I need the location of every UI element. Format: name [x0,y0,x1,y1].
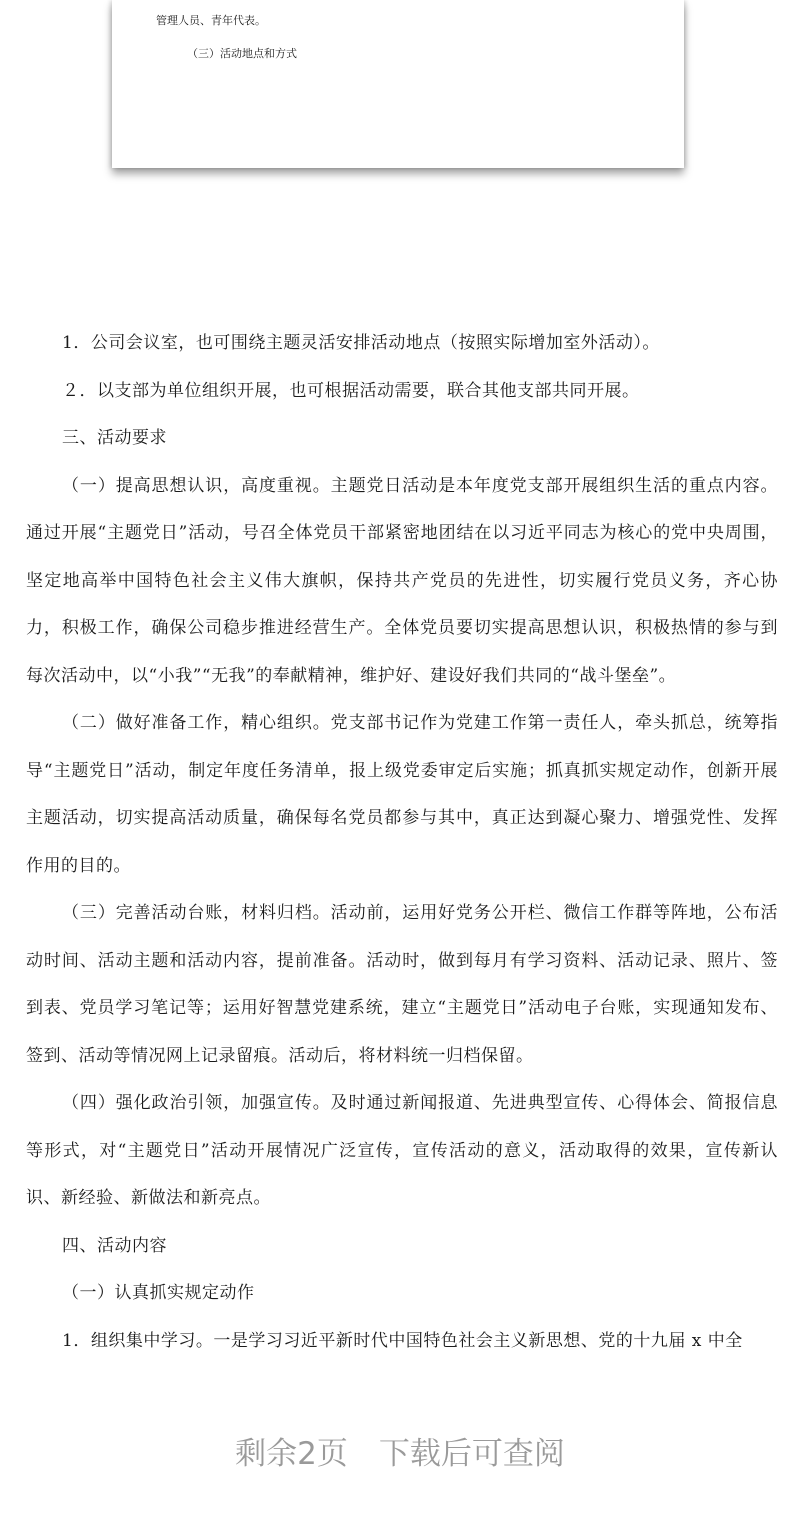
preview-text-line: 管理人员、青年代表。 [156,14,266,27]
paragraph-requirement-2: （二）做好准备工作，精心组织。党支部书记作为党建工作第一责任人，牵头抓总，统筹指导“主题党日”活动，制定年度任务清单，报上级党委审定后实施；抓真抓实规定动作，创新开展主题活动，切实提高活动质量，确保每名党员都参与其中，真正达到凝心聚力、增强党性、发挥作用的目的。 [26,713,778,876]
previous-page-preview [112,0,684,168]
subsection-heading: （一）认真抓实规定动作 [62,1283,255,1303]
remaining-pages-note[interactable]: 剩余2页 下载后可查阅 [235,1436,565,1472]
section-heading-content: 四、活动内容 [62,1235,167,1256]
document-body [26,320,778,1365]
paragraph-organization: ２．以支部为单位组织开展，也可根据活动需要，联合其他支部共同开展。 [62,380,640,401]
paragraph-requirement-4: （四）强化政治引领，加强宣传。及时通过新闻报道、先进典型宣传、心得体会、简报信息等形式，对“主题党日”活动开展情况广泛宣传，宣传活动的意义，活动取得的效果，宣传新认识、新经验、新做法和新亮点。 [26,1093,778,1208]
section-heading-requirements: 三、活动要求 [62,428,167,448]
paragraph-location: 1．公司会议室，也可围绕主题灵活安排活动地点（按照实际增加室外活动）。 [62,333,660,353]
paragraph-study: 1．组织集中学习。一是学习习近平新时代中国特色社会主义新思想、党的十九届 x 中全 [62,1330,743,1351]
paragraph-requirement-3: （三）完善活动台账，材料归档。活动前，运用好党务公开栏、微信工作群等阵地，公布活动时间、活动主题和活动内容，提前准备。活动时，做到每月有学习资料、活动记录、照片、签到表、党员学习笔记等；运用好智慧党建系统，建立“主题党日”活动电子台账，实现通知发布、签到、活动等情况网上记录留痕。活动后，将材料统一归档保留。 [26,903,778,1066]
paragraph-requirement-1: （一）提高思想认识，高度重视。主题党日活动是本年度党支部开展组织生活的重点内容。通过开展“主题党日”活动，号召全体党员干部紧密地团结在以习近平同志为核心的党中央周围，坚定地高举中国特色社会主义伟大旗帜，保持共产党员的先进性，切实履行党员义务，齐心协力，积极工作，确保公司稳步推进经营生产。全体党员要切实提高思想认识，积极热情的参与到每次活动中，以“小我”“无我”的奉献精神，维护好、建设好我们共同的“战斗堡垒”。 [26,475,778,686]
preview-section-heading: （三）活动地点和方式 [187,47,297,60]
